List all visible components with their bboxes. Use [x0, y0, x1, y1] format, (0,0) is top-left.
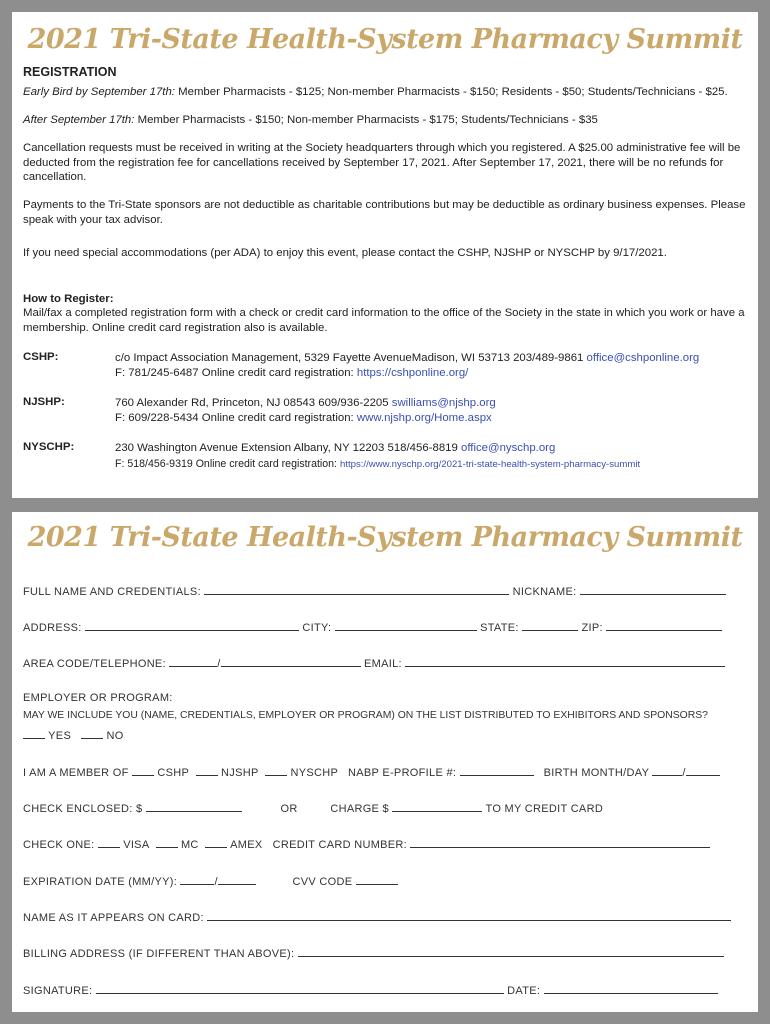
area-code-field[interactable]	[169, 656, 217, 667]
cshp-contact: c/o Impact Association Management, 5329 Fayette AvenueMadison, WI 53713 203/489-9861	[115, 352, 584, 364]
employer-label: EMPLOYER OR PROGRAM:	[23, 692, 173, 704]
membership-row	[23, 765, 744, 779]
how-to-register-heading: How to Register:	[23, 293, 114, 305]
member-of-label: I AM A MEMBER OF	[23, 767, 129, 779]
date-field[interactable]	[544, 983, 718, 994]
cvv-label: CVV CODE	[292, 876, 353, 888]
no-blank[interactable]	[81, 728, 103, 739]
njshp-blank[interactable]	[196, 765, 218, 776]
nyschp-fax: F: 518/456-9319 Online credit card registration:	[115, 458, 338, 470]
cshp-address	[115, 351, 699, 366]
state-label: STATE:	[480, 622, 519, 634]
mc-option: MC	[180, 839, 199, 851]
name-on-card-row	[23, 910, 744, 924]
payment-row	[23, 801, 744, 815]
nyschp-option: NYSCHP	[290, 767, 338, 779]
card-type-row	[23, 837, 744, 851]
birth-month-field[interactable]	[652, 765, 682, 776]
full-name-field[interactable]	[204, 584, 509, 595]
cshp-online	[115, 366, 468, 381]
check-enclosed-label: CHECK ENCLOSED: $	[23, 803, 143, 815]
yes-no-row	[23, 728, 744, 742]
birth-slash: /	[682, 767, 686, 779]
nickname-label: NICKNAME:	[512, 586, 577, 598]
birth-label: BIRTH MONTH/DAY	[543, 767, 650, 779]
card-number-field[interactable]	[410, 837, 710, 848]
njshp-contact: 760 Alexander Rd, Princeton, NJ 08543 609/936-2205	[115, 397, 389, 409]
amex-blank[interactable]	[205, 837, 227, 848]
nyschp-address	[115, 441, 555, 456]
nabp-label: NABP E-PROFILE #:	[348, 767, 457, 779]
tax-notice: Payments to the Tri-State sponsors are not deductible as charitable contributions but may be deductible as ordinary business expenses. Please speak with your tax advisor.	[23, 199, 746, 226]
nyschp-email-link[interactable]: office@nyschp.org	[461, 442, 556, 454]
name-on-card-label: NAME AS IT APPEARS ON CARD:	[23, 912, 204, 924]
cshp-url-link[interactable]: https://cshponline.org/	[356, 367, 469, 379]
date-label: DATE:	[507, 985, 541, 997]
zip-label: ZIP:	[581, 622, 603, 634]
registration-info-card	[12, 12, 758, 498]
exp-slash: /	[214, 876, 218, 888]
billing-label: BILLING ADDRESS (IF DIFFERENT THAN ABOVE):	[23, 948, 295, 960]
card-number-label: CREDIT CARD NUMBER:	[272, 839, 408, 851]
billing-field[interactable]	[298, 946, 724, 957]
after-prices: Member Pharmacists - $150; Non-member Pharmacists - $175; Students/Technicians - $35	[137, 114, 598, 126]
njshp-email-link[interactable]: swilliams@njshp.org	[391, 397, 496, 409]
form-title: 2021 Tri-State Health-System Pharmacy Summit	[27, 522, 743, 553]
cshp-email-link[interactable]: office@cshponline.org	[586, 352, 700, 364]
ada-notice: If you need special accommodations (per ADA) to enjoy this event, please contact the CSHP, NJSHP or NYSCHP by 9/17/2021.	[23, 247, 667, 259]
cancellation-policy: Cancellation requests must be received in writing at the Society headquarters through which you registered. A $25.00 administrative fee will be deducted from the registration fee for cancellations received by September 17, 2021. After September 17, 2021, there will be no refunds for cancellation.	[23, 142, 741, 183]
nyschp-label: NYSCHP:	[23, 441, 75, 453]
expiration-label: EXPIRATION DATE (MM/YY):	[23, 876, 178, 888]
check-one-label: CHECK ONE:	[23, 839, 95, 851]
no-label: NO	[106, 730, 124, 742]
address-label: ADDRESS:	[23, 622, 82, 634]
city-label: CITY:	[302, 622, 332, 634]
state-field[interactable]	[522, 620, 578, 631]
phone-label: AREA CODE/TELEPHONE:	[23, 658, 166, 670]
njshp-url-link[interactable]: www.njshp.org/Home.aspx	[356, 412, 492, 424]
nabp-field[interactable]	[460, 765, 534, 776]
signature-row	[23, 983, 744, 997]
njshp-online	[115, 411, 492, 426]
address-row	[23, 620, 744, 634]
after-rates	[23, 113, 598, 128]
signature-field[interactable]	[96, 983, 504, 994]
registration-form-card	[12, 512, 758, 1012]
phone-email-row	[23, 656, 744, 670]
cshp-fax: F: 781/245-6487 Online credit card registration:	[115, 367, 354, 379]
early-bird-rates	[23, 85, 728, 100]
cshp-option: CSHP	[157, 767, 189, 779]
cvv-field[interactable]	[356, 874, 398, 885]
njshp-fax: F: 609/228-5434 Online credit card registration:	[115, 412, 354, 424]
charge-amount-field[interactable]	[392, 801, 482, 812]
exp-year-field[interactable]	[218, 874, 256, 885]
charge-label: CHARGE $	[330, 803, 389, 815]
early-bird-prices: Member Pharmacists - $125; Non-member Pharmacists - $150; Residents - $50; Students/Technicians - $25.	[178, 86, 728, 98]
email-label: EMAIL:	[364, 658, 402, 670]
exhibitor-list-question: MAY WE INCLUDE YOU (NAME, CREDENTIALS, EMPLOYER OR PROGRAM) ON THE LIST DISTRIBUTED TO EXHIBITORS AND SPONSORS?	[23, 710, 708, 721]
zip-field[interactable]	[606, 620, 722, 631]
nyschp-contact: 230 Washington Avenue Extension Albany, NY 12203 518/456-8819	[115, 442, 458, 454]
address-field[interactable]	[85, 620, 299, 631]
yes-label: YES	[48, 730, 72, 742]
phone-slash: /	[217, 658, 221, 670]
name-on-card-field[interactable]	[207, 910, 731, 921]
cshp-blank[interactable]	[132, 765, 154, 776]
name-row	[23, 584, 744, 598]
or-label: OR	[280, 803, 298, 815]
mc-blank[interactable]	[156, 837, 178, 848]
expiration-row	[23, 874, 744, 888]
njshp-address	[115, 396, 496, 411]
registration-heading: REGISTRATION	[23, 65, 117, 79]
billing-row	[23, 946, 744, 960]
phone-field[interactable]	[221, 656, 361, 667]
how-to-register-text: Mail/fax a completed registration form with a check or credit card information to the office of the Society in the state in which you work or have a membership. Online credit card registration also is available.	[23, 307, 745, 334]
full-name-label: FULL NAME AND CREDENTIALS:	[23, 586, 201, 598]
njshp-label: NJSHP:	[23, 396, 65, 408]
nyschp-online	[115, 457, 640, 472]
visa-option: VISA	[123, 839, 149, 851]
exp-month-field[interactable]	[180, 874, 214, 885]
njshp-option: NJSHP	[221, 767, 259, 779]
cshp-label: CSHP:	[23, 351, 59, 363]
signature-label: SIGNATURE:	[23, 985, 93, 997]
email-field[interactable]	[405, 656, 725, 667]
city-field[interactable]	[335, 620, 477, 631]
nyschp-url-link[interactable]: https://www.nyschp.org/2021-tri-state-health-system-pharmacy-summit	[339, 459, 641, 470]
check-amount-field[interactable]	[146, 801, 242, 812]
after-label: After September 17th:	[23, 114, 135, 126]
visa-blank[interactable]	[98, 837, 120, 848]
early-bird-label: Early Bird by September 17th:	[23, 86, 175, 98]
summit-title: 2021 Tri-State Health-System Pharmacy Summit	[27, 24, 743, 55]
amex-option: AMEX	[230, 839, 263, 851]
birth-day-field[interactable]	[686, 765, 720, 776]
to-card-label: TO MY CREDIT CARD	[485, 803, 604, 815]
nickname-field[interactable]	[580, 584, 726, 595]
yes-blank[interactable]	[23, 728, 45, 739]
nyschp-blank[interactable]	[265, 765, 287, 776]
